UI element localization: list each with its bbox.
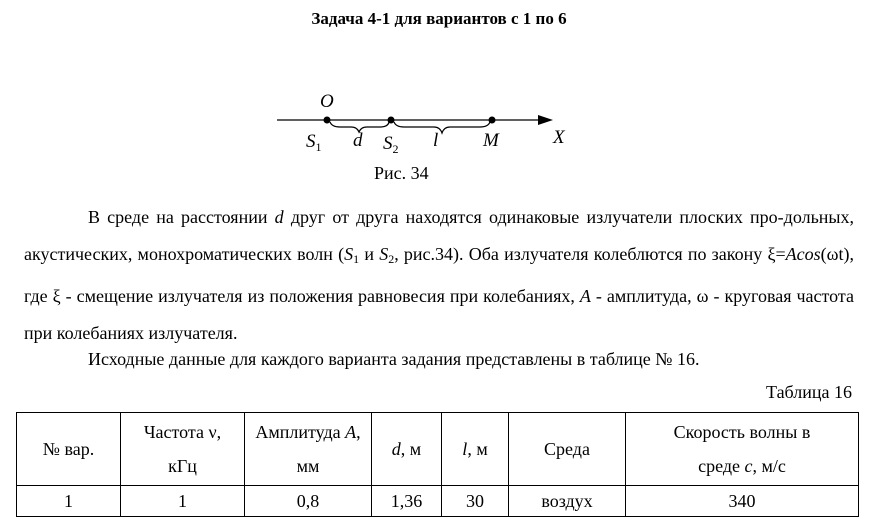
distance-l-brace (394, 122, 490, 133)
table-header-row (17, 413, 859, 486)
d-label: d (353, 130, 363, 151)
cell-frequency: 1 (121, 486, 245, 517)
header-amplitude: Амплитуда A, мм (245, 413, 372, 486)
origin-label: O (320, 91, 334, 112)
acos-term: Acos (785, 244, 821, 264)
variants-table (16, 412, 859, 517)
d-variable: d (274, 207, 284, 227)
a-variable: A (579, 286, 591, 306)
table-row (17, 486, 859, 517)
cell-variant: 1 (17, 486, 121, 517)
header-distance-d: d, м (372, 413, 442, 486)
table-caption: Таблица 16 (766, 382, 852, 402)
cell-medium: воздух (509, 486, 626, 517)
x-axis-label: X (553, 127, 565, 148)
cell-distance-l: 30 (442, 486, 509, 517)
header-distance-l: l, м (442, 413, 509, 486)
header-frequency: Частота ν, кГц (121, 413, 245, 486)
x-axis-arrow-icon (538, 115, 553, 125)
cell-wave-speed: 340 (626, 486, 859, 517)
axis-diagram (0, 0, 878, 200)
cell-amplitude: 0,8 (245, 486, 372, 517)
s2-label: $S_2$ (383, 133, 399, 156)
problem-paragraph: В среде на расстоянии d друг от друга находятся одинаковые излучатели плоских про-дольных, акустических, монохроматических волн ($S_1$ и $S_2$, рис.34). Оба излучателя колеблются по закону ξ=Acos(ωt), где ξ - смещение излучателя из положения равновесия при колебаниях, A - амплитуда, ω - круговая частота при колебаниях излучателя. (24, 207, 855, 343)
cell-distance-d: 1,36 (372, 486, 442, 517)
header-medium: Среда (509, 413, 626, 486)
s1-label: $S_1$ (306, 131, 322, 154)
emitter-s1-point (324, 117, 331, 124)
figure-34 (0, 0, 878, 200)
l-label: l (433, 130, 439, 151)
task-title: Задача 4-1 для вариантов с 1 по 6 (311, 9, 567, 28)
header-variant: № вар. (17, 413, 121, 486)
header-wave-speed: Скорость волны в среде c, м/с (626, 413, 859, 486)
data-paragraph: Исходные данные для каждого варианта задания представлены в таблице № 16. (88, 349, 700, 369)
figure-caption: Рис. 34 (374, 163, 429, 183)
m-label: M (483, 130, 499, 151)
